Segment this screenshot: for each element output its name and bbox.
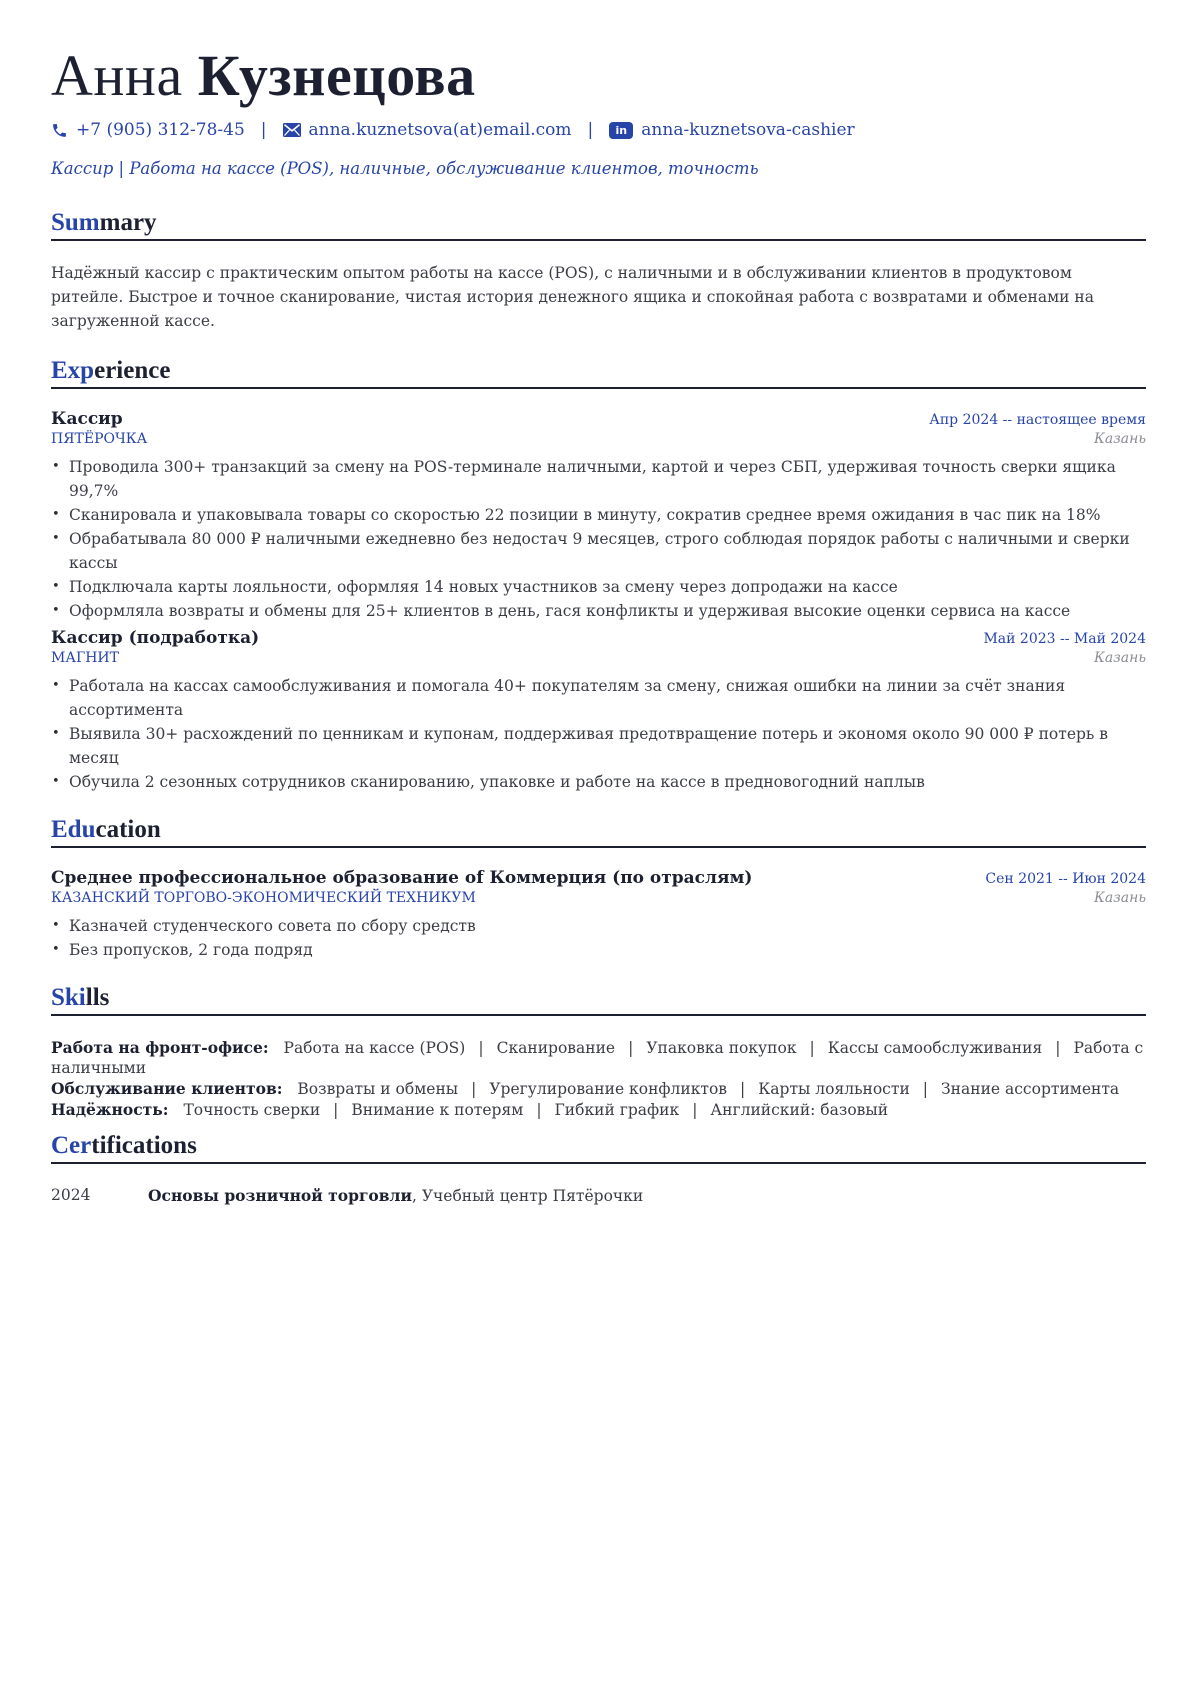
education-date: Сен 2021 -- Июн 2024: [985, 871, 1146, 887]
candidate-name: [51, 42, 1146, 110]
phone-text: +7 (905) 312-78-45: [76, 120, 245, 140]
certifications-section: [51, 1132, 1146, 1205]
skills-list: [51, 1038, 1146, 1120]
job-bullets: [51, 455, 1146, 623]
linkedin-text: anna-kuznetsova-cashier: [641, 120, 855, 140]
certification-year: 2024: [51, 1186, 91, 1204]
contact-line: [51, 120, 1146, 140]
section-title-experience: Experience: [51, 357, 1146, 389]
skill-item: Работа с наличными: [51, 1039, 1144, 1077]
skills-section: [51, 984, 1146, 1120]
list-item: • Сканировала и упаковывала товары со скоростью 22 позиции в минуту, сократив среднее время ожидания в час пик на 18%: [51, 503, 1146, 527]
skill-item: Английский: базовый: [710, 1101, 889, 1119]
job-location: Казань: [1093, 650, 1146, 666]
last-name: Кузнецова: [197, 43, 476, 108]
certification-issuer: , Учебный центр Пятёрочки: [411, 1187, 644, 1205]
skill-item: Знание ассортимента: [941, 1080, 1120, 1098]
school-name: КАЗАНСКИЙ ТОРГОВО-ЭКОНОМИЧЕСКИЙ ТЕХНИКУМ: [51, 890, 476, 906]
tagline: Кассир | Работа на кассе (POS), наличные, обслуживание клиентов, точность: [51, 159, 759, 178]
skill-group: Надёжность: Точность сверки | Внимание к потерям | Гибкий график | Английский: базовый: [51, 1100, 889, 1119]
phone-icon: [51, 122, 68, 139]
job-location: Казань: [1093, 431, 1146, 447]
list-item: • Подключала карты лояльности, оформляя 14 новых участников за смену через допродажи на кассе: [51, 575, 1146, 599]
skill-item: Кассы самообслуживания: [827, 1039, 1043, 1057]
list-item: • Выявила 30+ расхождений по ценникам и купонам, поддерживая предотвращение потерь и экономя около 90 000 ₽ потерь в месяц: [51, 722, 1146, 770]
skill-item: Гибкий график: [554, 1101, 680, 1119]
first-name: Анна: [51, 43, 183, 108]
list-item: • Проводила 300+ транзакций за смену на POS-терминале наличными, картой и через СБП, удерживая точность сверки ящика 99,7%: [51, 455, 1146, 503]
skill-item: Сканирование: [496, 1039, 616, 1057]
skill-group: Работа на фронт-офисе: Работа на кассе (POS) | Сканирование | Упаковка покупок | Кассы самообслуживания | Работа с наличными: [51, 1038, 1144, 1077]
linkedin-contact[interactable]: [609, 120, 854, 140]
job-title: Кассир: [51, 409, 123, 429]
skill-group: Обслуживание клиентов: Возвраты и обмены | Урегулирование конфликтов | Карты лояльности | Знание ассортимента: [51, 1079, 1120, 1098]
education-bullets: [51, 914, 1146, 962]
skill-group-label: Надёжность:: [51, 1100, 169, 1119]
job-entry: [51, 628, 1146, 794]
skill-item: Точность сверки: [183, 1101, 321, 1119]
skill-item: Карты лояльности: [758, 1080, 910, 1098]
email-text: anna.kuznetsova(at)email.com: [308, 120, 572, 140]
contact-separator: |: [260, 120, 267, 140]
linkedin-icon: in: [609, 122, 633, 139]
list-item: • Обучила 2 сезонных сотрудников сканированию, упаковке и работе на кассе в предновогодний наплыв: [51, 770, 1146, 794]
job-company: ПЯТЁРОЧКА: [51, 431, 148, 447]
skill-item: Упаковка покупок: [646, 1039, 797, 1057]
job-date: Апр 2024 -- настоящее время: [929, 412, 1146, 428]
summary-text: Надёжный кассир с практическим опытом работы на кассе (POS), с наличными и в обслуживании клиентов в продуктовом ритейле. Быстрое и точное сканирование, чистая история денежного ящика и спокойная работа с возвратами и обменами на загруженной кассе.: [51, 264, 1094, 330]
section-title-summary: Summary: [51, 209, 1146, 241]
job-title: Кассир (подработка): [51, 628, 260, 648]
list-item: • Казначей студенческого совета по сбору средств: [51, 914, 1146, 938]
certification-entry: [51, 1186, 1146, 1205]
job-bullets: [51, 674, 1146, 794]
degree-title: Среднее профессиональное образование of Коммерция (по отраслям): [51, 868, 753, 888]
email-contact[interactable]: [283, 120, 572, 140]
job-date: Май 2023 -- Май 2024: [983, 631, 1146, 647]
contact-separator: |: [587, 120, 594, 140]
certification-title: Основы розничной торговли: [148, 1186, 412, 1205]
summary-section: [51, 209, 1146, 333]
skill-group-label: Обслуживание клиентов:: [51, 1079, 283, 1098]
skill-item: Внимание к потерям: [351, 1101, 524, 1119]
job-entry: [51, 409, 1146, 623]
skill-item: Возвраты и обмены: [297, 1080, 459, 1098]
list-item: • Без пропусков, 2 года подряд: [51, 938, 1146, 962]
section-title-certifications: Certifications: [51, 1132, 1146, 1164]
education-section: [51, 816, 1146, 962]
section-title-skills: Skills: [51, 984, 1146, 1016]
list-item: • Оформляла возвраты и обмены для 25+ клиентов в день, гася конфликты и удерживая высокие оценки сервиса на кассе: [51, 599, 1146, 623]
experience-section: [51, 357, 1146, 794]
envelope-icon: [283, 123, 301, 137]
list-item: • Работала на кассах самообслуживания и помогала 40+ покупателям за смену, снижая ошибки на линии за счёт знания ассортимента: [51, 674, 1146, 722]
skill-item: Урегулирование конфликтов: [489, 1080, 728, 1098]
job-company: МАГНИТ: [51, 650, 119, 666]
phone-contact[interactable]: [51, 120, 245, 140]
list-item: • Обрабатывала 80 000 ₽ наличными ежедневно без недостач 9 месяцев, строго соблюдая порядок работы с наличными и сверки кассы: [51, 527, 1146, 575]
school-location: Казань: [1093, 890, 1146, 906]
section-title-education: Education: [51, 816, 1146, 848]
skill-item: Работа на кассе (POS): [283, 1039, 466, 1057]
skill-group-label: Работа на фронт-офисе:: [51, 1038, 269, 1057]
education-entry: [51, 868, 1146, 962]
